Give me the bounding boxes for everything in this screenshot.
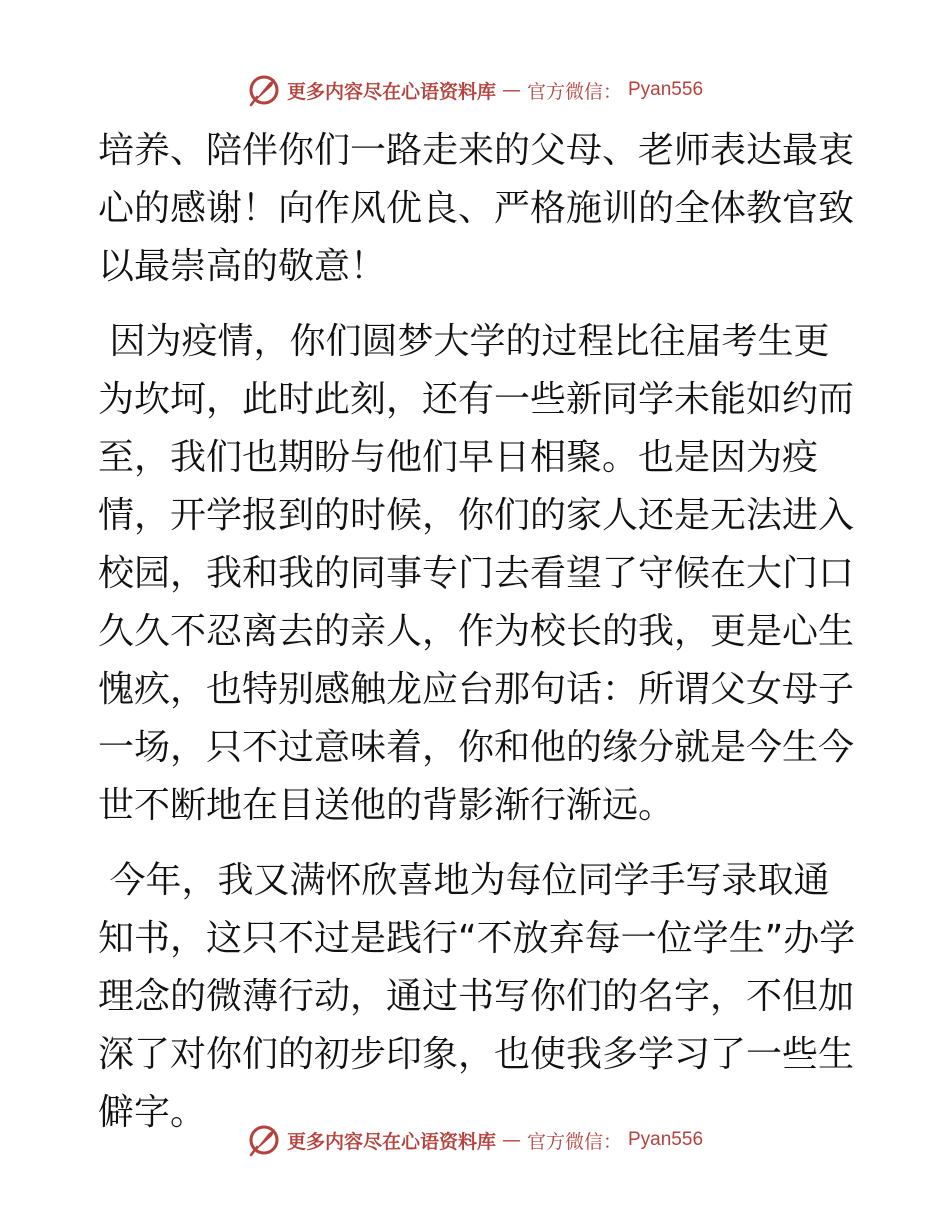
header-slogan: 更多内容尽在心语资料库 — [286, 80, 496, 103]
header-wechat-label: 官方微信： — [526, 80, 622, 103]
paragraph-1: 培养、陪伴你们一路走来的父母、老师表达最衷心的感谢！向作风优良、严格施训的全体教官致以最崇高的敬意！ — [98, 130, 855, 287]
header-banner — [0, 70, 950, 110]
footer-wechat-id: Pyan556 — [628, 1129, 704, 1150]
quill-pen-logo-icon — [247, 73, 281, 107]
footer-separator: — — [501, 1129, 521, 1151]
header-wechat-id: Pyan556 — [628, 79, 704, 100]
footer-banner — [0, 1120, 950, 1160]
document-body — [98, 122, 858, 1142]
paragraph-2: 因为疫情，你们圆梦大学的过程比往届考生更为坎坷，此时此刻，还有一些新同学未能如约而至，我们也期盼与他们早日相聚。也是因为疫情，开学报到的时候，你们的家人还是无法进入校园，我和我的同事专门去看望了守候在大门口久久不忍离去的亲人，作为校长的我，更是心生愧疚，也特别感触龙应台那句话：所谓父女母子一场，只不过意味着，你和他的缘分就是今生今世不断地在目送他的背影渐行渐远。 — [98, 321, 855, 826]
header-separator: — — [501, 79, 521, 101]
footer-slogan: 更多内容尽在心语资料库 — [286, 1130, 496, 1153]
paragraph-3: 今年，我又满怀欣喜地为每位同学手写录取通知书，这只不过是践行“不放弃每一位学生”办学理念的微薄行动，通过书写你们的名字，不但加深了对你们的初步印象，也使我多学习了一些生僻字。 — [98, 860, 856, 1133]
quill-pen-logo-icon — [247, 1123, 281, 1157]
footer-wechat-label: 官方微信： — [526, 1130, 622, 1153]
